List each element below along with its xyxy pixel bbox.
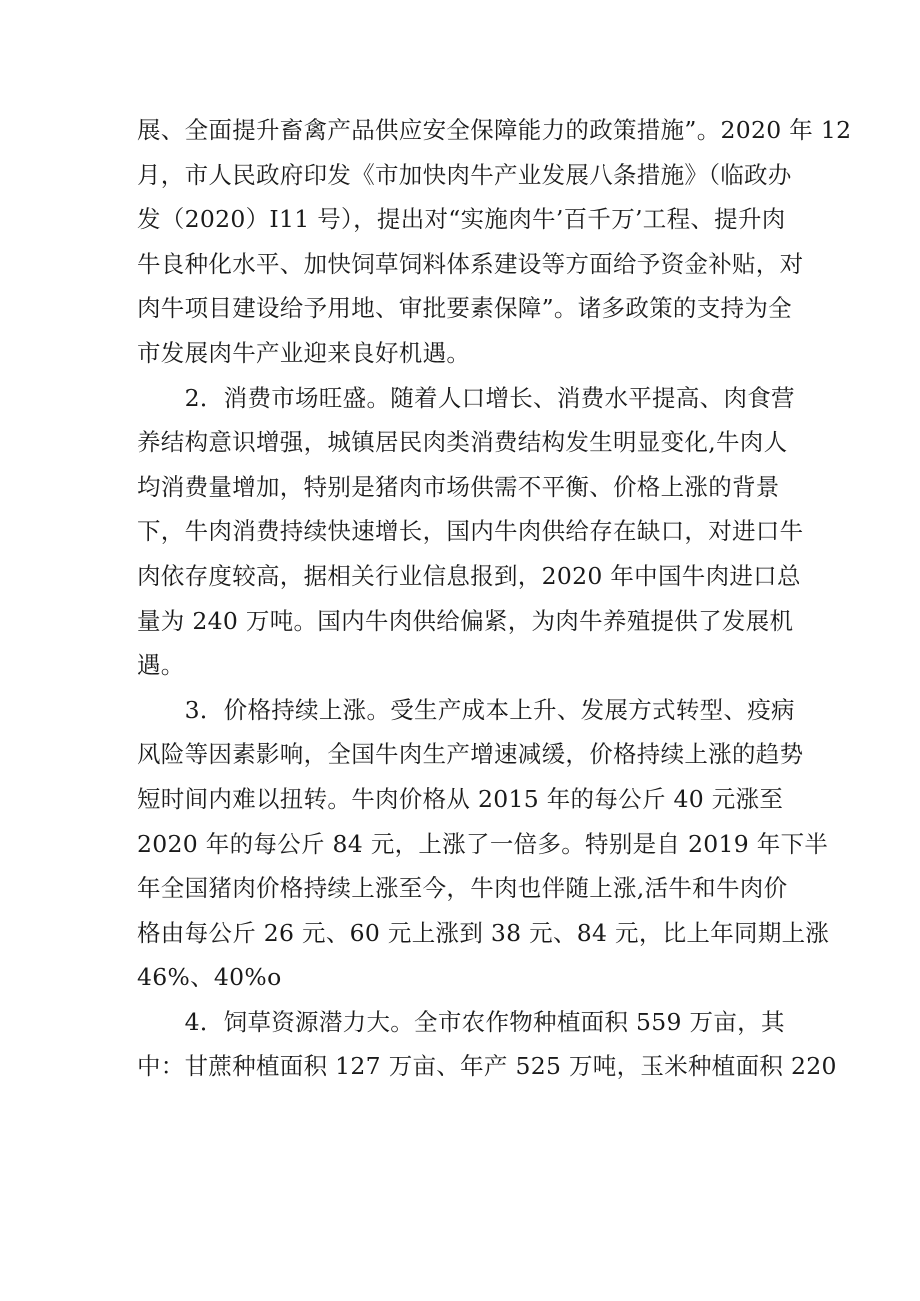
text-line: 3．价格持续上涨。受生产成本上升、发展方式转型、疫病 — [137, 695, 795, 724]
text-line: 短时间内难以扭转。牛肉价格从 2015 年的每公斤 40 元涨至 — [137, 784, 784, 813]
text-line: 4．饲草资源潜力大。全市农作物种植面积 559 万亩，其 — [137, 1007, 785, 1036]
text-line: 市发展肉牛产业迎来良好机遇。 — [137, 338, 471, 367]
text-line: 发（2020）I11 号），提出对“实施肉牛’百千万’工程、提升肉 — [137, 205, 786, 234]
text-line: 年全国猪肉价格持续上涨至今，牛肉也伴随上涨,活牛和牛肉价 — [137, 874, 788, 903]
text-line: 2020 年的每公斤 84 元，上涨了一倍多。特别是自 2019 年下半 — [137, 829, 829, 858]
text-line: 月，市人民政府印发《市加快肉牛产业发展八条措施》（临政办 — [137, 160, 792, 189]
text-line: 肉依存度较高，据相关行业信息报到，2020 年中国牛肉进口总 — [137, 561, 801, 590]
document-body — [137, 108, 852, 1089]
text-line: 养结构意识增强，城镇居民肉类消费结构发生明显变化,牛肉人 — [137, 428, 788, 457]
text-line: 2．消费市场旺盛。随着人口增长、消费水平提高、肉食营 — [137, 383, 795, 412]
text-line: 风险等因素影响，全国牛肉生产增速减缓，价格持续上涨的趋势 — [137, 740, 804, 769]
text-line: 46%、40%o — [137, 963, 282, 992]
text-line: 下，牛肉消费持续快速增长，国内牛肉供给存在缺口，对进口牛 — [137, 517, 804, 546]
text-line: 量为 240 万吨。国内牛肉供给偏紧，为肉牛养殖提供了发展机 — [137, 606, 794, 635]
text-line: 中：甘蔗种植面积 127 万亩、年产 525 万吨，玉米种植面积 220 — [137, 1052, 837, 1081]
text-line: 均消费量增加，特别是猪肉市场供需不平衡、价格上涨的背景 — [137, 472, 780, 501]
text-line: 格由每公斤 26 元、60 元上涨到 38 元、84 元，比上年同期上涨 — [137, 918, 830, 947]
text-line: 牛良种化水平、加快饲草饲料体系建设等方面给予资金补贴，对 — [137, 249, 804, 278]
text-line: 展、全面提升畜禽产品供应安全保障能力的政策措施”。2020 年 12 — [137, 116, 852, 144]
text-line: 肉牛项目建设给予用地、审批要素保障”。诸多政策的支持为全 — [137, 294, 792, 323]
text-line: 遇。 — [137, 651, 185, 680]
